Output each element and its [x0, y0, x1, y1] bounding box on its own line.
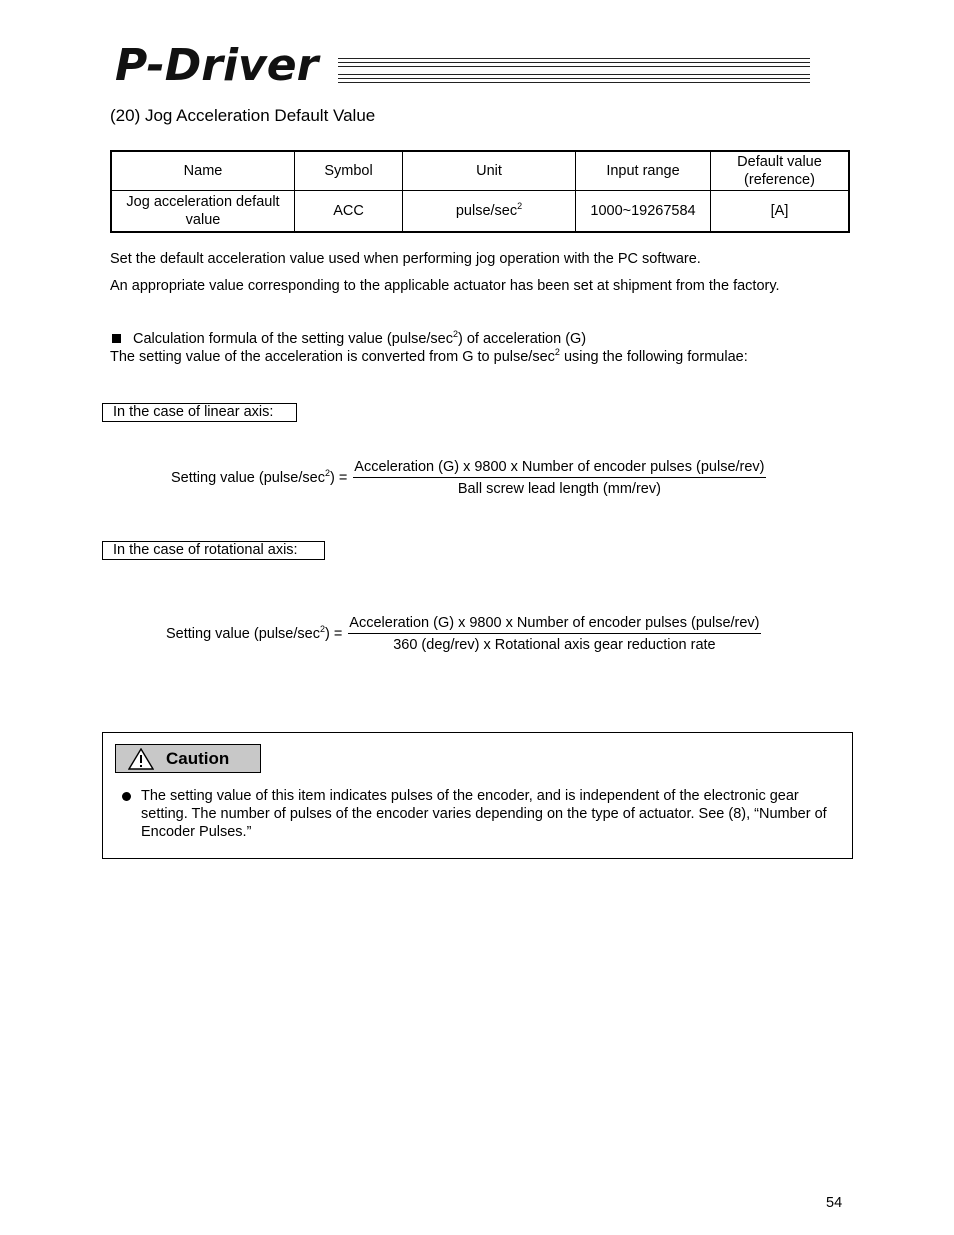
cell-default: [A]: [711, 191, 850, 233]
caution-header: [115, 744, 261, 773]
header-default-line2: (reference): [744, 172, 815, 188]
rotational-axis-formula: [166, 615, 761, 653]
header-default-value: [711, 151, 850, 191]
unit-exponent: 2: [517, 201, 523, 212]
calculation-heading: Calculation formula of the setting value $(pulse/\sec^2)$ of acceleration (G): [110, 330, 586, 348]
header-default-line1: Default value: [737, 154, 822, 170]
header-input-range: Input range: [576, 151, 711, 191]
cell-input-range: 1000~19267584: [576, 191, 711, 233]
formula-numerator: Acceleration (G) x 9800 x Number of encoder pulses (pulse/rev): [348, 615, 760, 634]
cell-name: Jog acceleration default value: [111, 191, 295, 233]
table-row: [111, 191, 849, 233]
caution-text: The setting value of this item indicates pulses of the encoder, and is independent of the electronic gear setting. The number of pulses of the encoder varies depending on the type of actuator. See (8), “Number of Encoder Pulses.”: [141, 788, 827, 840]
table-header-row: [111, 151, 849, 191]
header-name: Name: [111, 151, 295, 191]
header-rule: [338, 58, 810, 84]
rotational-axis-label: In the case of rotational axis:: [102, 541, 325, 560]
p-driver-logo: [113, 36, 335, 86]
cell-symbol: ACC: [295, 191, 403, 233]
caution-title: Caution: [166, 748, 230, 768]
caution-box: [102, 732, 853, 859]
calculation-description: The setting value of the acceleration is converted from G to pulse/$\sec^2$ using the following formulae:: [110, 347, 748, 365]
parameter-table: [110, 150, 850, 233]
formula-denominator: 360 (deg/rev) x Rotational axis gear reduction rate: [393, 637, 716, 653]
description-paragraph-1: Set the default acceleration value used when performing jog operation with the PC software.: [110, 251, 701, 267]
formula-fraction: [353, 459, 765, 497]
formula-lhs: Setting value $(pulse/\sec^2)$ =: [166, 624, 343, 642]
header-unit: Unit: [403, 151, 576, 191]
square-bullet-icon: [112, 334, 121, 343]
linear-axis-formula: [171, 459, 766, 497]
formula-denominator: Ball screw lead length (mm/rev): [457, 481, 661, 497]
warning-triangle-icon: [128, 748, 154, 770]
bullet-dot-icon: [122, 792, 131, 801]
header-symbol: Symbol: [295, 151, 403, 191]
svg-text:P-Driver: P-Driver: [115, 40, 319, 86]
section-title: (20) Jog Acceleration Default Value: [110, 106, 376, 125]
linear-axis-label: In the case of linear axis:: [102, 403, 297, 422]
formula-fraction: [348, 615, 760, 653]
description-paragraph-2: An appropriate value corresponding to the applicable actuator has been set at shipment from the factory.: [110, 278, 780, 294]
cell-unit: [403, 191, 576, 233]
page-number: 54: [826, 1195, 843, 1211]
formula-lhs: Setting value $(pulse/\sec^2)$ =: [171, 468, 348, 486]
unit-base: pulse/sec: [455, 203, 518, 219]
formula-numerator: Acceleration (G) x 9800 x Number of encoder pulses (pulse/rev): [353, 459, 765, 478]
